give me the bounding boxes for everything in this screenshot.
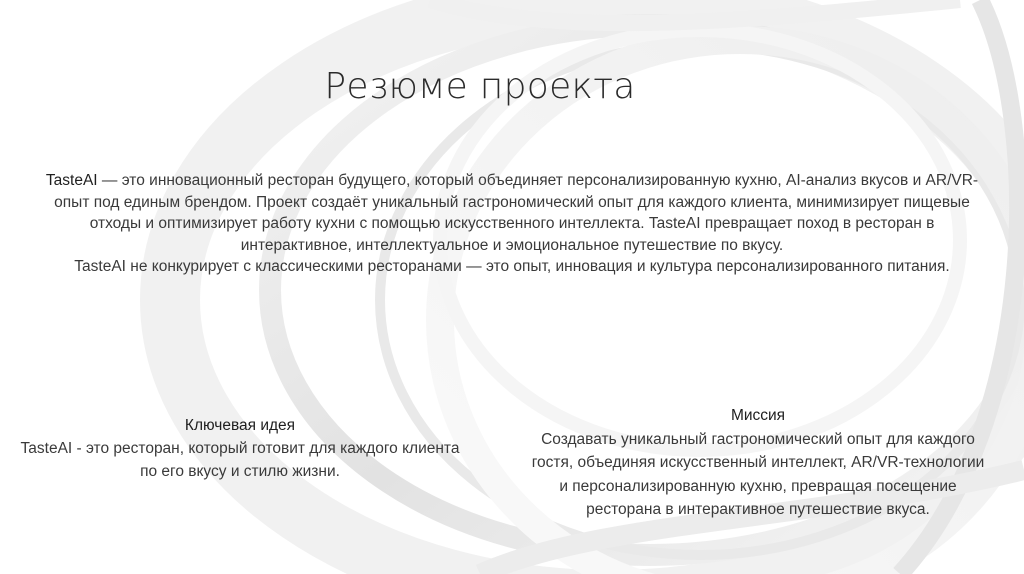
- summary-paragraph-2: TasteAI не конкурирует с классическими ресторанами — это опыт, инновация и культура персонализированного питания.: [74, 258, 950, 275]
- brand-name: TasteAI: [45, 172, 98, 189]
- mission-block: [528, 404, 988, 522]
- key-idea-heading: Ключевая идея: [184, 417, 296, 434]
- mission-heading: Миссия: [730, 407, 786, 424]
- summary-intro-text: — это инновационный ресторан будущего, который объединяет персонализированную кухню, AI-анализ вкусов и AR/VR-опыт под единым брендом. Проект создаёт уникальный гастрономический опыт для каждого клиента, минимизирует пищевые отходы и оптимизирует работу кухни с помощью искусственного интеллекта. TasteAI превращает поход в ресторан в интерактивное, интеллектуальное и эмоциональное путешествие по вкусу.: [54, 172, 979, 254]
- summary-paragraph-1: [40, 170, 984, 256]
- slide-title: Резюме проекта: [324, 66, 636, 107]
- key-idea-text: TasteAI - это ресторан, который готовит для каждого клиента по его вкусу и стилю жизни.: [20, 440, 460, 480]
- key-idea-block: [20, 414, 460, 483]
- mission-text: Создавать уникальный гастрономический опыт для каждого гостя, объединяя искусственный интеллект, AR/VR-технологии и персонализированную кухню, превращая посещение ресторана в интерактивное путешествие вкуса.: [531, 430, 985, 518]
- project-summary: [40, 170, 984, 278]
